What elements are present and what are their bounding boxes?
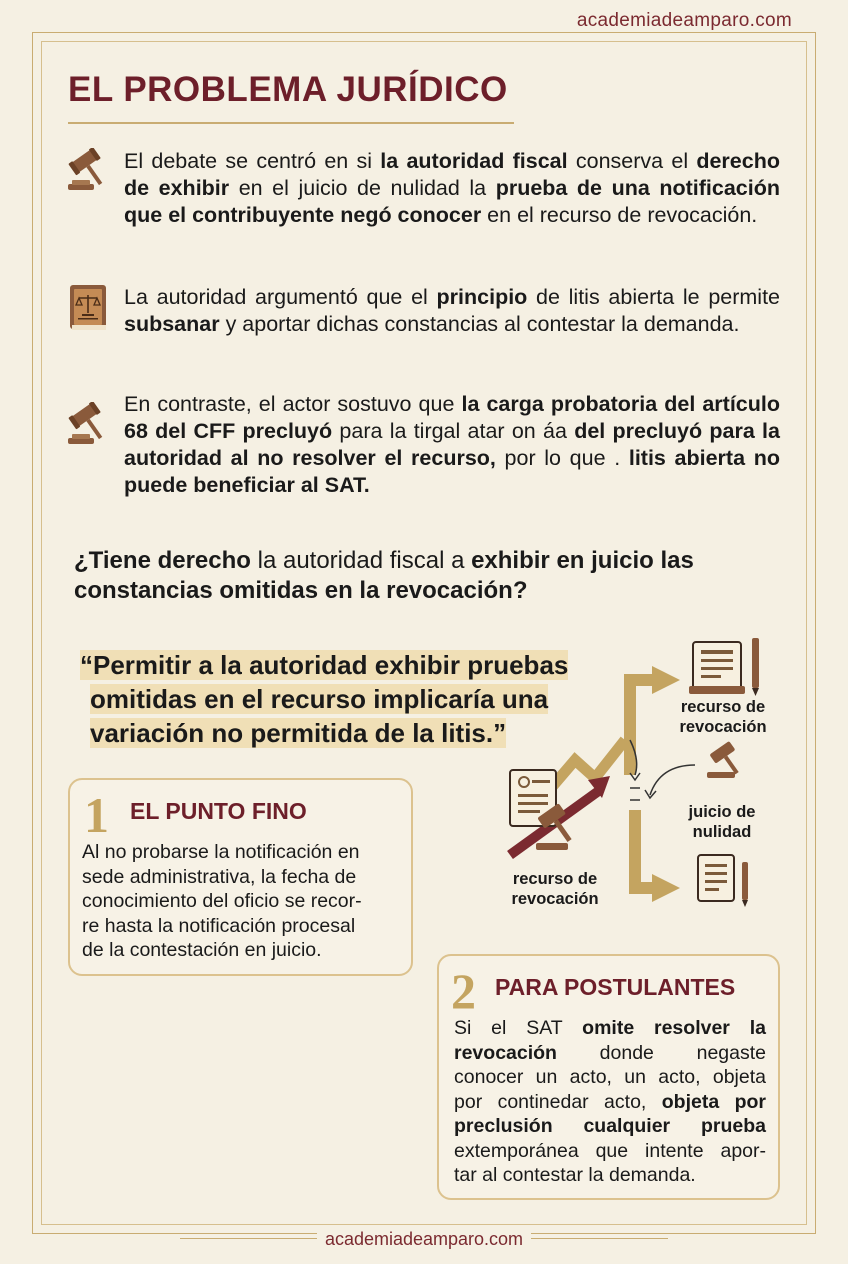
card-body-run: por continedar acto, <box>454 1090 662 1113</box>
card-body-run: extemporánea que intente apor- <box>454 1139 766 1162</box>
card-body-line <box>454 1090 766 1115</box>
card-body-line <box>454 1163 766 1188</box>
card-title: EL PUNTO FINO <box>130 798 307 824</box>
card-body-run: tar al contestar la demanda. <box>454 1164 696 1186</box>
card-number: 1 <box>84 787 109 843</box>
question-run: ¿Tiene derecho <box>74 547 251 574</box>
paragraph-run: la autoridad fiscal <box>380 149 568 173</box>
pen-icon <box>742 862 748 907</box>
question-run: exhibir en juicio las constancias omitidas en la revocación? <box>74 547 694 604</box>
question-run: la autoridad fiscal a <box>250 547 472 574</box>
paragraph-run: del precluyó para la autoridad al no resolver el recurso, <box>124 419 780 470</box>
card-body-run: revocación <box>454 1041 557 1064</box>
paragraph-run: prueba de una notificación que el contribuyente negó conocer <box>124 176 780 227</box>
label-line: recurso de <box>680 698 766 716</box>
card-body-run: Si el SAT <box>454 1017 583 1039</box>
card-body-line <box>454 1139 766 1164</box>
site-url-bottom-text[interactable]: academiadeamparo.com <box>317 1229 531 1249</box>
paragraph-authority-argument <box>124 284 780 338</box>
card-body-line: sede administrativa, la fecha de <box>82 865 357 888</box>
arrow-right-icon <box>652 874 680 902</box>
card-body-line <box>454 1065 766 1090</box>
central-question <box>74 546 794 606</box>
paragraph-run: derecho de exhibir <box>124 149 780 200</box>
page-title: EL PROBLEMA JURÍDICO <box>68 70 508 109</box>
paragraph-run: subsanar <box>124 312 220 336</box>
card-title: PARA POSTULANTES <box>495 974 736 1000</box>
card-body <box>82 840 402 963</box>
gavel-icon <box>707 741 747 780</box>
card-body-line <box>454 1041 766 1066</box>
card-body-run: preclusión cualquier prueba <box>454 1115 766 1137</box>
gavel-icon <box>64 148 114 194</box>
paragraph-run: de litis abierta le permite <box>527 285 781 309</box>
paragraph-run: conserva el <box>567 149 697 173</box>
paragraph-run: El debate se centró en si <box>124 149 381 173</box>
paragraph-debate <box>124 148 780 229</box>
paragraph-run: y aportar dichas constancias al contestar la demanda. <box>219 312 740 336</box>
flow-label-juicio <box>672 802 772 842</box>
card-body-line: re hasta la notificación procesal <box>82 914 356 937</box>
quote-line: omitidas en el recurso implicaría una <box>90 684 549 714</box>
flow-label-recurso-top <box>668 697 778 737</box>
label-line: recurso de <box>512 870 598 888</box>
paragraph-run: en el juicio de nulidad la <box>229 176 496 200</box>
site-url-top[interactable]: academiadeamparo.com <box>569 10 800 32</box>
card-number: 2 <box>451 963 476 1019</box>
site-url-bottom <box>0 1229 848 1250</box>
quote-line: “Permitir a la autoridad exhibir pruebas <box>80 650 569 680</box>
quote-line: variación no permitida de la litis.” <box>90 718 507 748</box>
card-body-run: donde negaste <box>556 1041 766 1064</box>
flow-label-recurso-left <box>500 869 610 909</box>
card-body-line: Al no probarse la notificación en <box>82 841 360 863</box>
paragraph-run: por lo que . <box>495 446 629 470</box>
title-divider <box>68 122 514 124</box>
card-body-line: de la contestación en juicio. <box>82 939 322 961</box>
card-body-run: conocer un acto, un acto, objeta <box>454 1066 766 1088</box>
card-body-run: omite resolver la <box>582 1017 766 1039</box>
paragraph-run: En contraste, el actor sostuvo que <box>124 392 462 416</box>
arrow-right-icon <box>652 666 680 694</box>
paragraph-run: para la tirgal atar on áa <box>332 419 575 443</box>
card-punto-fino <box>68 778 413 976</box>
paragraph-run: principio <box>436 285 528 309</box>
label-line: juicio de <box>688 803 756 821</box>
paragraph-run: La autoridad argumentó que el <box>124 285 437 309</box>
law-book-icon <box>68 283 110 333</box>
pen-icon <box>752 638 759 696</box>
label-line: nulidad <box>692 823 752 841</box>
paragraph-actor-argument <box>124 391 780 499</box>
paragraph-run: en el recurso de revocación. <box>481 203 758 227</box>
document-icon <box>689 642 745 694</box>
card-body-line <box>454 1016 766 1041</box>
card-body-run: objeta por <box>661 1090 766 1113</box>
card-body-line: conocimiento del oficio se recor- <box>82 890 362 912</box>
label-line: revocación <box>511 890 599 908</box>
label-line: revocación <box>679 718 767 736</box>
paragraph-run: litis abierta no puede beneficiar al SAT. <box>124 446 780 497</box>
card-para-postulantes <box>437 954 780 1200</box>
gavel-icon <box>64 402 114 448</box>
card-body <box>454 1016 766 1188</box>
card-body-line <box>454 1114 766 1139</box>
paragraph-run: la carga probatoria del artículo 68 del CFF precluyó <box>124 392 780 443</box>
document-icon <box>698 855 734 901</box>
